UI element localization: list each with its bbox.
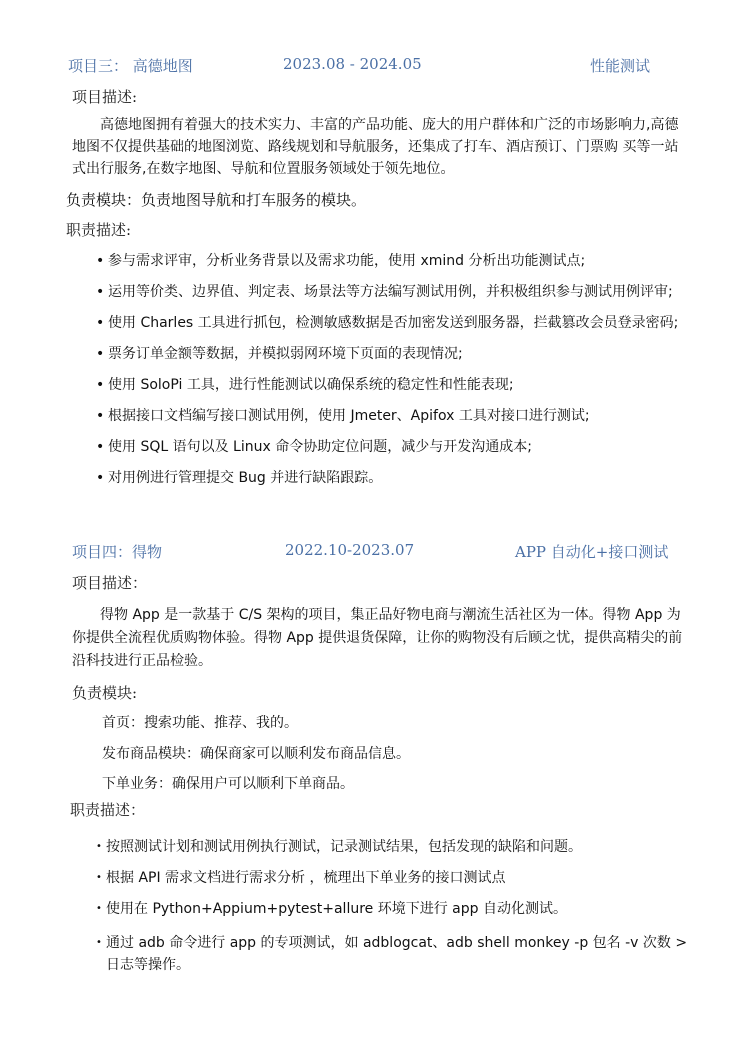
project3-header [0, 55, 750, 81]
project4-duty-list [96, 836, 688, 976]
list-item: • 票务订单金额等数据，并模拟弱网环境下页面的表现情况; [96, 343, 688, 365]
project3-desc-label: 项目描述: [72, 88, 138, 106]
project4-module-item: 首页：搜索功能、推荐、我的。 [102, 715, 298, 731]
project3-role: 性能测试 [590, 57, 651, 75]
list-item: • 按照测试计划和测试用例执行测试，记录测试结果，包括发现的缺陷和问题。 [96, 836, 688, 858]
list-item: • 使用 SoloPi 工具，进行性能测试以确保系统的稳定性和性能表现; [96, 374, 688, 396]
project4-desc-text: 得物 App 是一款基于 C/S 架构的项目，集正品好物电商与潮流生活社区为一体。得物 App 为你提供全流程优质购物体验。得物 App 提供退货保障，让你的购物没有后顾之忧，提供高精尖的前沿科技进行正品检验。 [72, 607, 683, 669]
project4-module-item: 下单业务：确保用户可以顺利下单商品。 [102, 776, 354, 792]
list-item: • 参与需求评审，分析业务背景以及需求功能，使用 xmind 分析出功能测试点; [96, 250, 688, 272]
project3-desc-text: 高德地图拥有着强大的技术实力、丰富的产品功能、庞大的用户群体和广泛的市场影响力,高德地图不仅提供基础的地图浏览、路线规划和导航服务，还集成了打车、酒店预订、门票购 买等一站式出行服务,在数字地图、导航和位置服务领域处于领先地位。 [72, 117, 679, 177]
project3-module-line: 负责模块：负责地图导航和打车服务的模块。 [66, 191, 367, 209]
project3-name: 项目三： 高德地图 [68, 57, 193, 75]
list-item: • 使用 Charles 工具进行抓包，检测敏感数据是否加密发送到服务器，拦截篡改会员登录密码; [96, 312, 688, 334]
list-item: • 对用例进行管理提交 Bug 并进行缺陷跟踪。 [96, 467, 688, 489]
project4-module-item: 发布商品模块：确保商家可以顺利发布商品信息。 [102, 746, 410, 762]
project4-module-label: 负责模块: [72, 684, 138, 702]
list-item: • 使用 SQL 语句以及 Linux 命令协助定位问题，减少与开发沟通成本; [96, 436, 688, 458]
list-item: • 运用等价类、边界值、判定表、场景法等方法编写测试用例，并积极组织参与测试用例评审; [96, 281, 688, 303]
project4-role: APP 自动化+接口测试 [515, 543, 669, 561]
project4-name: 项目四：得物 [72, 543, 163, 561]
list-item: • 根据 API 需求文档进行需求分析 ，梳理出下单业务的接口测试点 [96, 867, 688, 889]
project4-header [0, 541, 750, 567]
project3-period: 2023.08 - 2024.05 [283, 55, 422, 73]
project4-desc-label: 项目描述： [72, 574, 148, 592]
project4-duty-label: 职责描述： [70, 801, 146, 819]
list-item: • 通过 adb 命令进行 app 的专项测试，如 adblogcat、adb shell monkey -p 包名 -v 次数 > 日志等操作。 [96, 932, 688, 976]
list-item: • 根据接口文档编写接口测试用例，使用 Jmeter、Apifox 工具对接口进行测试; [96, 405, 688, 427]
project4-period: 2022.10-2023.07 [285, 541, 415, 559]
project3-duty-label: 职责描述: [66, 221, 132, 239]
project3-duty-list [96, 250, 688, 489]
list-item: • 使用在 Python+Appium+pytest+allure 环境下进行 app 自动化测试。 [96, 898, 688, 920]
